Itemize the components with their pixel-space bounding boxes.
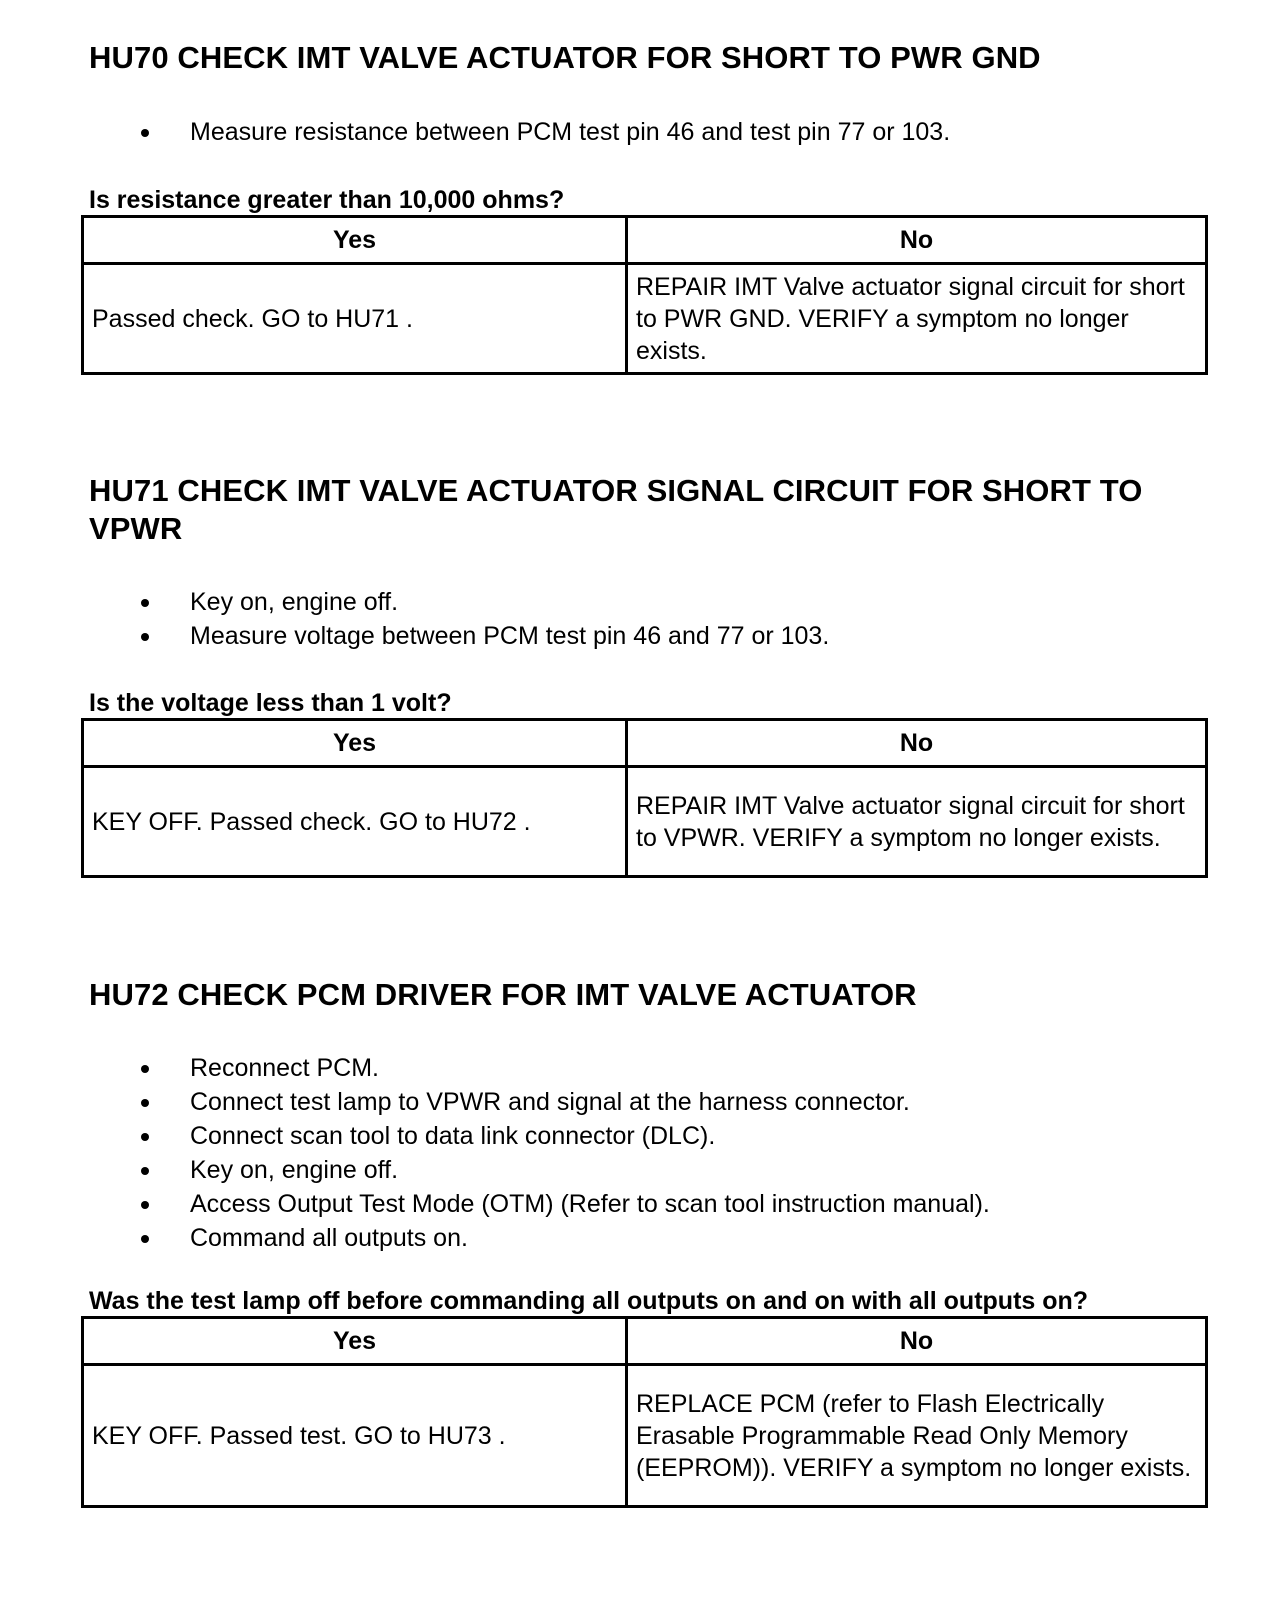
step-text: Key on, engine off. [190, 588, 399, 616]
step-text: Access Output Test Mode (OTM) (Refer to scan tool instruction manual). [190, 1190, 990, 1218]
step-text: Measure resistance between PCM test pin 46 and test pin 77 or 103. [190, 118, 951, 146]
hu71-result-table [81, 718, 1208, 878]
hu70-question: Is resistance greater than 10,000 ohms? [89, 186, 565, 214]
hu72-steps [0, 1051, 990, 1255]
step-item [0, 115, 950, 149]
no-header: No [627, 217, 1207, 264]
yes-action: Passed check. GO to HU71 . [83, 264, 627, 374]
hu72-result-table [81, 1316, 1208, 1508]
yes-header: Yes [83, 217, 627, 264]
hu71-title: HU71 CHECK IMT VALVE ACTUATOR SIGNAL CIRCUIT FOR SHORT TO VPWR [89, 473, 1143, 546]
hu71-question: Is the voltage less than 1 volt? [89, 689, 452, 717]
no-header: No [627, 720, 1207, 767]
yes-action: KEY OFF. Passed check. GO to HU72 . [83, 767, 627, 877]
no-action: REPAIR IMT Valve actuator signal circuit for short to VPWR. VERIFY a symptom no longer exists. [627, 767, 1207, 877]
bullet-icon [141, 1167, 149, 1175]
hu70-result-table [81, 215, 1208, 375]
step-item [0, 1085, 990, 1119]
step-item [0, 1051, 990, 1085]
step-text: Key on, engine off. [190, 1156, 399, 1184]
step-item [0, 1221, 990, 1255]
bullet-icon [141, 129, 149, 137]
yes-action: KEY OFF. Passed test. GO to HU73 . [83, 1365, 627, 1507]
step-text: Connect scan tool to data link connector (DLC). [190, 1122, 716, 1150]
hu72-question: Was the test lamp off before commanding all outputs on and on with all outputs on? [89, 1287, 1089, 1315]
bullet-icon [141, 599, 149, 607]
step-text: Connect test lamp to VPWR and signal at the harness connector. [190, 1088, 910, 1116]
yes-header: Yes [83, 1318, 627, 1365]
step-text: Measure voltage between PCM test pin 46 and 77 or 103. [190, 622, 830, 650]
bullet-icon [141, 633, 149, 641]
step-text: Command all outputs on. [190, 1224, 468, 1252]
bullet-icon [141, 1065, 149, 1073]
step-item [0, 1119, 990, 1153]
bullet-icon [141, 1235, 149, 1243]
hu71-steps [0, 585, 829, 653]
no-action: REPAIR IMT Valve actuator signal circuit for short to PWR GND. VERIFY a symptom no longer exists. [627, 264, 1207, 374]
step-item [0, 619, 829, 653]
step-item [0, 1153, 990, 1187]
yes-header: Yes [83, 720, 627, 767]
hu70-title: HU70 CHECK IMT VALVE ACTUATOR FOR SHORT TO PWR GND [89, 40, 1041, 75]
step-item [0, 1187, 990, 1221]
hu72-title: HU72 CHECK PCM DRIVER FOR IMT VALVE ACTUATOR [89, 977, 917, 1012]
bullet-icon [141, 1201, 149, 1209]
step-text: Reconnect PCM. [190, 1054, 379, 1082]
no-action: REPLACE PCM (refer to Flash Electrically Erasable Programmable Read Only Memory (EEPROM)). VERIFY a symptom no longer exists. [627, 1365, 1207, 1507]
bullet-icon [141, 1099, 149, 1107]
no-header: No [627, 1318, 1207, 1365]
hu70-steps [0, 115, 950, 149]
bullet-icon [141, 1133, 149, 1141]
step-item [0, 585, 829, 619]
